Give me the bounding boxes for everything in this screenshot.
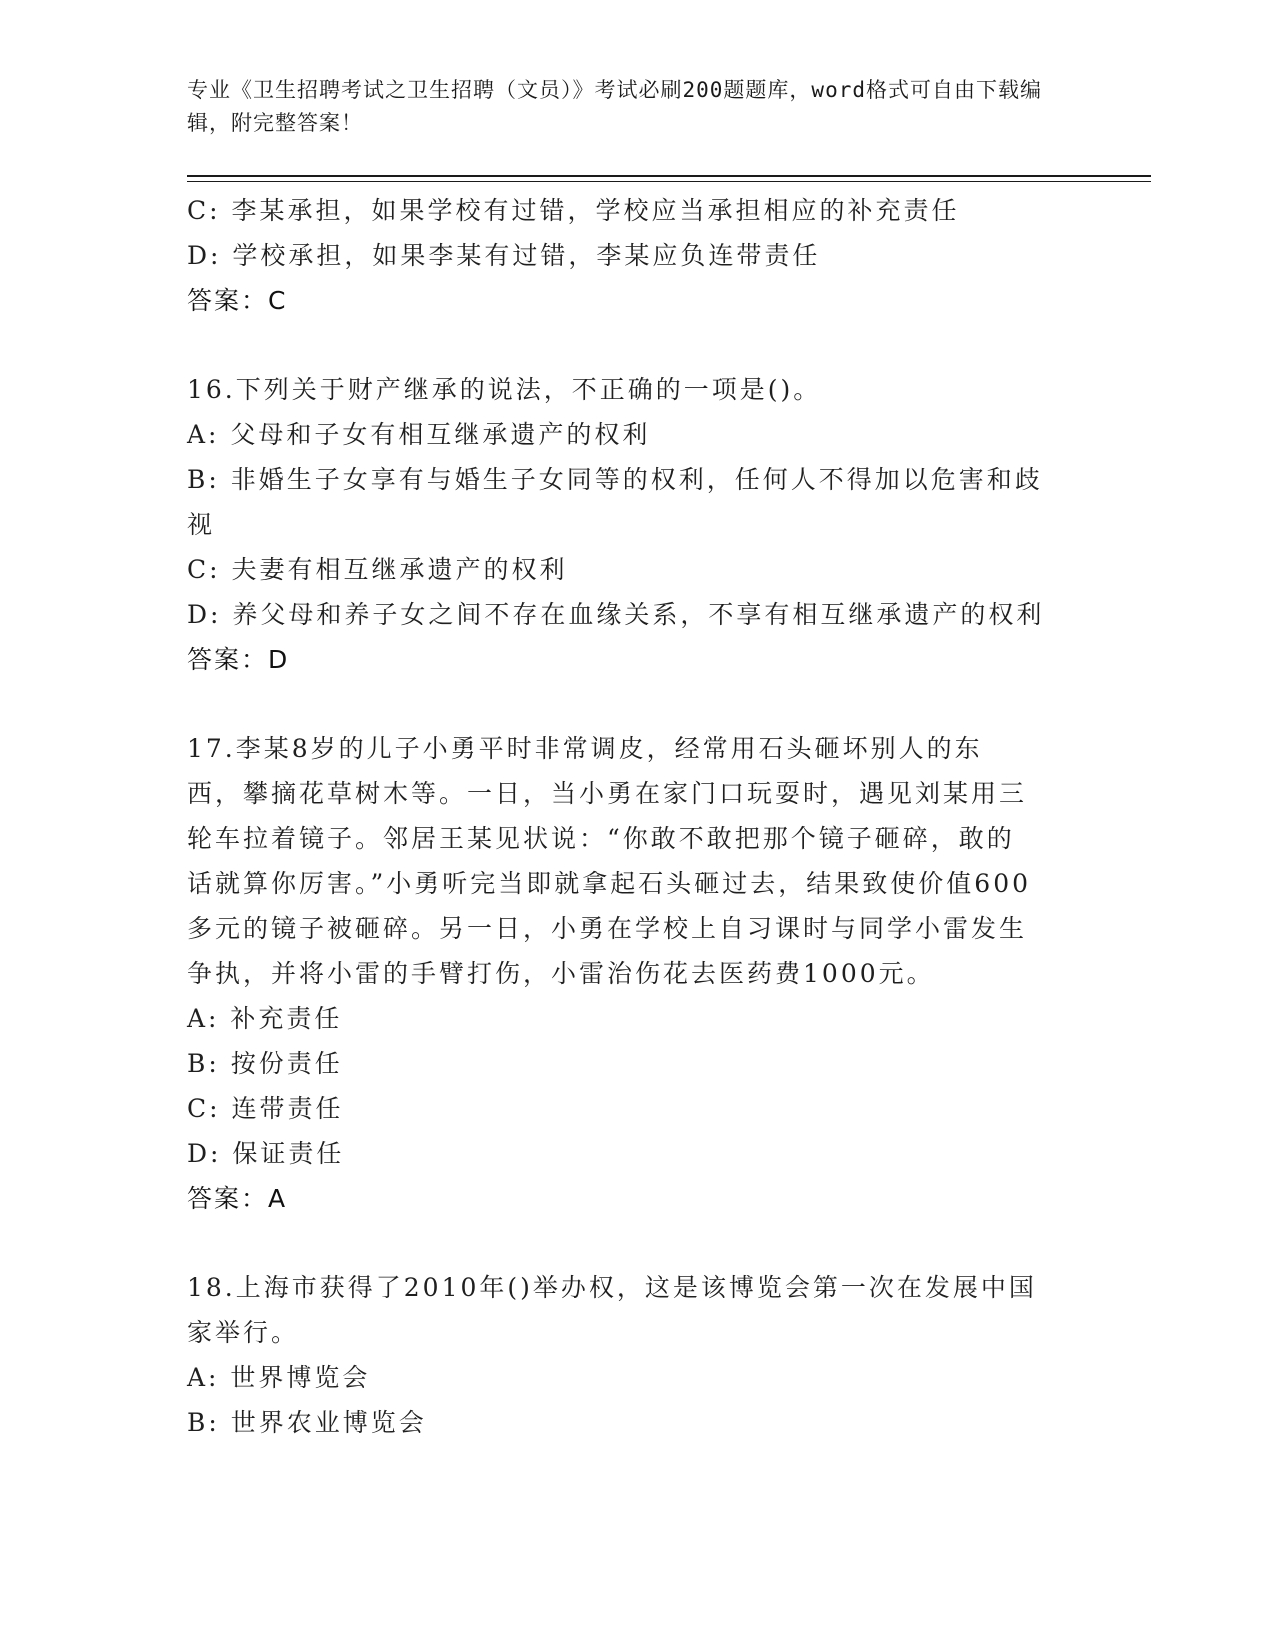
option-a: A: 世界博览会 (187, 1363, 371, 1392)
question-content (187, 188, 1077, 1445)
option-b: B: 非婚生子女享有与婚生子女同等的权利，任何人不得加以危害和歧视 (187, 465, 1043, 539)
answer-line: 答案：C (187, 286, 288, 315)
option-c: C: 连带责任 (187, 1094, 344, 1123)
option-c: C: 李某承担，如果学校有过错，学校应当承担相应的补充责任 (187, 196, 960, 225)
spacer (187, 682, 1077, 726)
header-rule-thick (187, 175, 1151, 177)
option-d: D: 保证责任 (187, 1139, 345, 1168)
option-b: B: 按份责任 (187, 1049, 343, 1078)
option-a: A: 父母和子女有相互继承遗产的权利 (187, 420, 651, 449)
option-d: D: 学校承担，如果李某有过错，李某应负连带责任 (187, 241, 821, 270)
document-header: 专业《卫生招聘考试之卫生招聘（文员）》考试必刷200题题库，word格式可自由下载编辑，附完整答案！ (187, 78, 1042, 135)
answer-line: 答案：A (187, 1184, 288, 1213)
question-17-text: 17.李某8岁的儿子小勇平时非常调皮，经常用石头砸坏别人的东西，攀摘花草树木等。一日，当小勇在家门口玩耍时，遇见刘某用三轮车拉着镜子。邻居王某见状说：“你敢不敢把那个镜子砸碎，敢的话就算你厉害。”小勇听完当即就拿起石头砸过去，结果致使价值600多元的镜子被砸碎。另一日，小勇在学校上自习课时与同学小雷发生争执，并将小雷的手臂打伤，小雷治伤花去医药费1000元。 (187, 734, 1032, 988)
spacer (187, 323, 1077, 367)
question-16-text: 16.下列关于财产继承的说法，不正确的一项是()。 (187, 375, 822, 404)
answer-line: 答案：D (187, 645, 290, 674)
option-c: C: 夫妻有相互继承遗产的权利 (187, 555, 568, 584)
spacer (187, 1221, 1077, 1265)
option-d: D: 养父母和养子女之间不存在血缘关系，不享有相互继承遗产的权利 (187, 600, 1045, 629)
option-a: A: 补充责任 (187, 1004, 343, 1033)
option-b: B: 世界农业博览会 (187, 1408, 427, 1437)
question-18-text: 18.上海市获得了2010年()举办权，这是该博览会第一次在发展中国家举行。 (187, 1273, 1037, 1347)
header-rule-thin (187, 181, 1151, 182)
